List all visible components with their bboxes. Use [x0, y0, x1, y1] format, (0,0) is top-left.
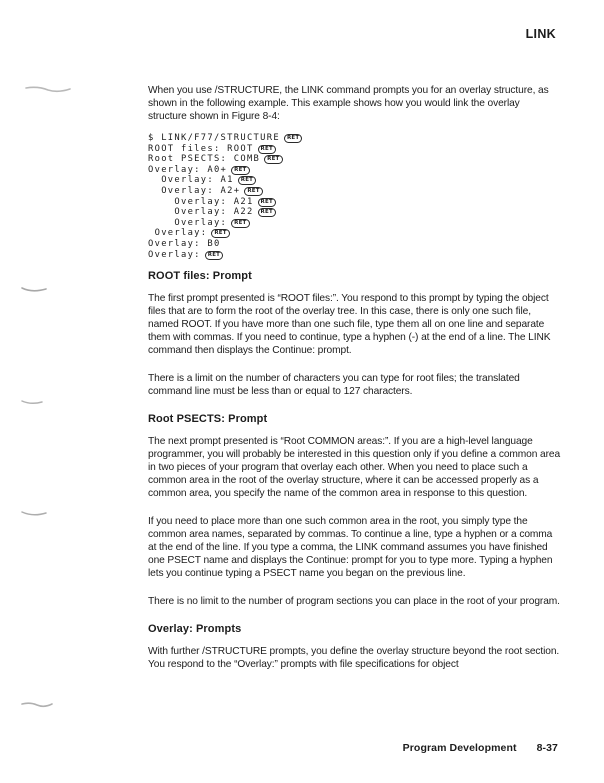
code-line — [148, 207, 560, 218]
code-line-text: Overlay: A21 — [148, 196, 254, 207]
code-line — [148, 239, 560, 250]
code-line-text: Overlay: A22 — [148, 207, 254, 218]
terminal-listing — [148, 133, 560, 260]
paragraph: There is a limit on the number of characters you can type for root files; the translated command line must be less than or equal to 127 characters. — [148, 373, 520, 398]
code-line — [148, 165, 560, 176]
page-header-title: LINK — [525, 27, 556, 41]
paragraph: The next prompt presented is “Root COMMON areas:”. If you are a high-level language programmer, you will probably be interested in this question only if you define a common area in two pieces of your program that overlay each other. When you need to place such a common area in the root of the overlay structure, where it can be accessed properly as a common area, you specify the name of the common area in response to this question. — [148, 436, 561, 500]
scan-mark-squiggle — [20, 285, 48, 295]
footer-section-title: Program Development — [402, 742, 517, 754]
scan-mark-squiggle — [20, 700, 54, 711]
return-key-symbol: RET — [284, 134, 302, 143]
code-line — [148, 133, 560, 144]
paragraph: With further /STRUCTURE prompts, you define the overlay structure beyond the root section. You respond to the “Overlay:” prompts with file specifications for object — [148, 646, 560, 671]
code-line — [148, 175, 560, 186]
return-key-symbol: RET — [258, 198, 276, 207]
scan-mark-squiggle — [20, 509, 48, 519]
code-line — [148, 197, 560, 208]
code-line-text: Root PSECTS: COMB — [148, 154, 261, 165]
section-heading-root-files: ROOT files: Prompt — [148, 270, 252, 283]
code-line — [148, 186, 560, 197]
code-line-text: $ LINK/F77/STRUCTURE — [148, 133, 280, 143]
code-line-text: Overlay: A2+ — [148, 185, 241, 196]
scan-mark-squiggle — [20, 398, 44, 407]
code-line-text: Overlay: — [148, 217, 228, 228]
code-line — [148, 228, 560, 239]
intro-paragraph: When you use /STRUCTURE, the LINK command prompts you for an overlay structure, as shown in the following example. This example shows how you would link the overlay structure shown in Figure 8-4: — [148, 85, 549, 122]
footer-page-number: 8-37 — [536, 742, 558, 754]
return-key-symbol: RET — [264, 155, 282, 164]
return-key-symbol: RET — [231, 219, 249, 228]
return-key-symbol: RET — [238, 176, 256, 185]
return-key-symbol: RET — [211, 229, 229, 238]
code-line — [148, 218, 560, 229]
code-line-text: Overlay: A0+ — [148, 164, 228, 175]
code-line — [148, 154, 560, 165]
code-line-text: Overlay: — [148, 249, 201, 260]
return-key-symbol: RET — [205, 251, 223, 260]
paragraph: If you need to place more than one such common area in the root, you simply type the common area names, separated by commas. To continue a line, type a hyphen or a comma at the end of the line. If you type a comma, the LINK command assumes you have finished one PSECT name and displays the Continue: prompt for you to type more. Typing a hyphen lets you continue typing a PSECT name you began on the previous line. — [148, 516, 553, 580]
paragraph: There is no limit to the number of program sections you can place in the root of your program. — [148, 596, 560, 608]
section-heading-overlay: Overlay: Prompts — [148, 623, 242, 636]
code-line-text: ROOT files: ROOT — [148, 143, 254, 154]
code-line-text: Overlay: — [148, 228, 208, 239]
return-key-symbol: RET — [231, 166, 249, 175]
section-heading-root-psects: Root PSECTS: Prompt — [148, 413, 268, 426]
code-line — [148, 144, 560, 155]
scan-mark-squiggle — [24, 84, 72, 96]
code-line-text: Overlay: A1 — [148, 175, 234, 186]
return-key-symbol: RET — [258, 145, 276, 154]
paragraph: The first prompt presented is “ROOT files:”. You respond to this prompt by typing the object files that are to form the root of the overlay tree. In this case, there is only one such file, named ROOT. If you have more than one such file, type them all on one line and separate them with commas. If you need to continue, type a hyphen (-) at the end of a line. The LINK command then displays the Continue: prompt. — [148, 293, 551, 357]
return-key-symbol: RET — [244, 187, 262, 196]
page-body — [148, 84, 560, 686]
return-key-symbol: RET — [258, 208, 276, 217]
page-footer — [403, 742, 558, 754]
code-line — [148, 250, 560, 261]
code-line-text: Overlay: B0 — [148, 238, 221, 249]
